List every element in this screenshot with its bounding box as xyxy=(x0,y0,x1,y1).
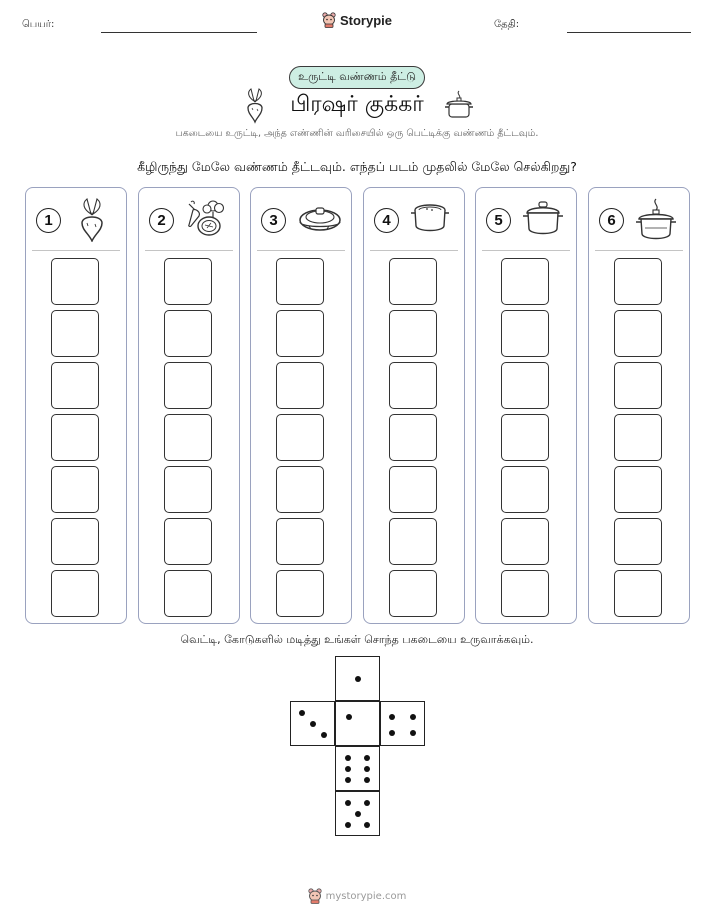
die-pip xyxy=(364,766,370,772)
color-box[interactable] xyxy=(389,414,437,461)
column-header xyxy=(364,188,464,250)
color-box[interactable] xyxy=(276,362,324,409)
column-header xyxy=(476,188,576,250)
color-box[interactable] xyxy=(614,466,662,513)
color-box[interactable] xyxy=(51,310,99,357)
column-divider xyxy=(370,250,458,251)
color-box[interactable] xyxy=(501,414,549,461)
die-pip xyxy=(410,730,416,736)
roll-and-color-badge: உருட்டி வண்ணம் தீட்டு xyxy=(289,66,425,89)
column-4 xyxy=(363,187,465,624)
color-box[interactable] xyxy=(276,466,324,513)
vegetables-icon xyxy=(185,198,229,238)
color-box[interactable] xyxy=(501,518,549,565)
color-box[interactable] xyxy=(389,518,437,565)
steaming-cooker-icon xyxy=(635,198,677,244)
color-box[interactable] xyxy=(276,518,324,565)
color-box[interactable] xyxy=(614,518,662,565)
column-2 xyxy=(138,187,240,624)
brand-logo xyxy=(0,12,714,28)
column-divider xyxy=(257,250,345,251)
color-box[interactable] xyxy=(276,414,324,461)
pressure-cooker-lid-icon xyxy=(297,198,343,238)
column-divider xyxy=(595,250,683,251)
steaming-cooker-icon xyxy=(444,90,474,122)
column-divider xyxy=(482,250,570,251)
name-label: பெயர்: xyxy=(22,19,55,30)
color-box[interactable] xyxy=(276,258,324,305)
page-title: பிரஷர் குக்கர் xyxy=(290,92,424,117)
column-number: 3 xyxy=(261,208,286,233)
column-number: 4 xyxy=(374,208,399,233)
color-box[interactable] xyxy=(164,466,212,513)
die-face-1 xyxy=(335,701,380,746)
color-box[interactable] xyxy=(614,362,662,409)
die-pip xyxy=(299,710,305,716)
color-box[interactable] xyxy=(164,570,212,617)
color-box[interactable] xyxy=(501,466,549,513)
color-box[interactable] xyxy=(164,414,212,461)
die-face-5 xyxy=(335,791,380,836)
color-box[interactable] xyxy=(614,414,662,461)
color-box[interactable] xyxy=(501,258,549,305)
name-line[interactable] xyxy=(101,32,257,33)
color-box[interactable] xyxy=(164,258,212,305)
die-pip xyxy=(345,800,351,806)
color-box[interactable] xyxy=(51,258,99,305)
die-pip xyxy=(345,755,351,761)
die-pip xyxy=(346,714,352,720)
column-header xyxy=(589,188,689,250)
storypie-mascot-icon xyxy=(308,888,322,904)
column-header xyxy=(251,188,351,250)
color-box[interactable] xyxy=(614,570,662,617)
color-box[interactable] xyxy=(164,362,212,409)
color-box[interactable] xyxy=(276,310,324,357)
color-box[interactable] xyxy=(276,570,324,617)
die-pip xyxy=(364,755,370,761)
die-face-3 xyxy=(290,701,335,746)
column-5 xyxy=(475,187,577,624)
color-box[interactable] xyxy=(164,518,212,565)
color-box[interactable] xyxy=(614,310,662,357)
instructions-subtitle: பகடையை உருட்டி, அந்த எண்ணின் வரிசையில் ஒரு பெட்டிக்கு வண்ணம் தீட்டவும். xyxy=(175,128,539,139)
die-pip xyxy=(364,800,370,806)
column-number: 6 xyxy=(599,208,624,233)
footer-url[interactable]: mystorypie.com xyxy=(325,890,407,902)
color-box[interactable] xyxy=(389,310,437,357)
brand-name: Storypie xyxy=(339,12,392,28)
column-number: 2 xyxy=(149,208,174,233)
die-pip xyxy=(345,822,351,828)
die-pip xyxy=(364,777,370,783)
die-face-4 xyxy=(380,701,425,746)
die-face-1 xyxy=(335,656,380,701)
column-number: 5 xyxy=(486,208,511,233)
color-box[interactable] xyxy=(51,466,99,513)
color-box[interactable] xyxy=(501,310,549,357)
date-label: தேதி: xyxy=(494,19,520,30)
die-pip xyxy=(355,811,361,817)
die-pip xyxy=(410,714,416,720)
column-1 xyxy=(25,187,127,624)
date-line[interactable] xyxy=(567,32,691,33)
column-6 xyxy=(588,187,690,624)
die-instruction: வெட்டி, கோடுகளில் மடித்து உங்கள் சொந்த பகடையை உருவாக்கவும். xyxy=(180,633,534,646)
die-pip xyxy=(389,730,395,736)
column-header xyxy=(139,188,239,250)
die-pip xyxy=(355,676,361,682)
column-header xyxy=(26,188,126,250)
color-box[interactable] xyxy=(389,362,437,409)
die-pip xyxy=(389,714,395,720)
storypie-mascot-icon xyxy=(322,12,336,28)
die-pip xyxy=(345,766,351,772)
color-box[interactable] xyxy=(51,518,99,565)
column-number: 1 xyxy=(36,208,61,233)
color-box[interactable] xyxy=(501,362,549,409)
die-pip xyxy=(364,822,370,828)
color-box[interactable] xyxy=(501,570,549,617)
color-box[interactable] xyxy=(614,258,662,305)
column-divider xyxy=(145,250,233,251)
open-pot-icon xyxy=(410,198,450,238)
color-box[interactable] xyxy=(164,310,212,357)
footer xyxy=(0,888,714,904)
color-box[interactable] xyxy=(389,570,437,617)
column-divider xyxy=(32,250,120,251)
color-box[interactable] xyxy=(51,414,99,461)
color-box[interactable] xyxy=(389,466,437,513)
color-box[interactable] xyxy=(51,570,99,617)
color-box[interactable] xyxy=(51,362,99,409)
die-pip xyxy=(321,732,327,738)
die-pip xyxy=(345,777,351,783)
game-question: கீழிருந்து மேலே வண்ணம் தீட்டவும். எந்தப் படம் முதலில் மேலே செல்கிறது? xyxy=(137,159,577,174)
column-3 xyxy=(250,187,352,624)
die-pip xyxy=(310,721,316,727)
color-box[interactable] xyxy=(389,258,437,305)
die-face-6 xyxy=(335,746,380,791)
closed-pot-icon xyxy=(522,198,564,240)
beetroot-icon xyxy=(72,198,112,242)
